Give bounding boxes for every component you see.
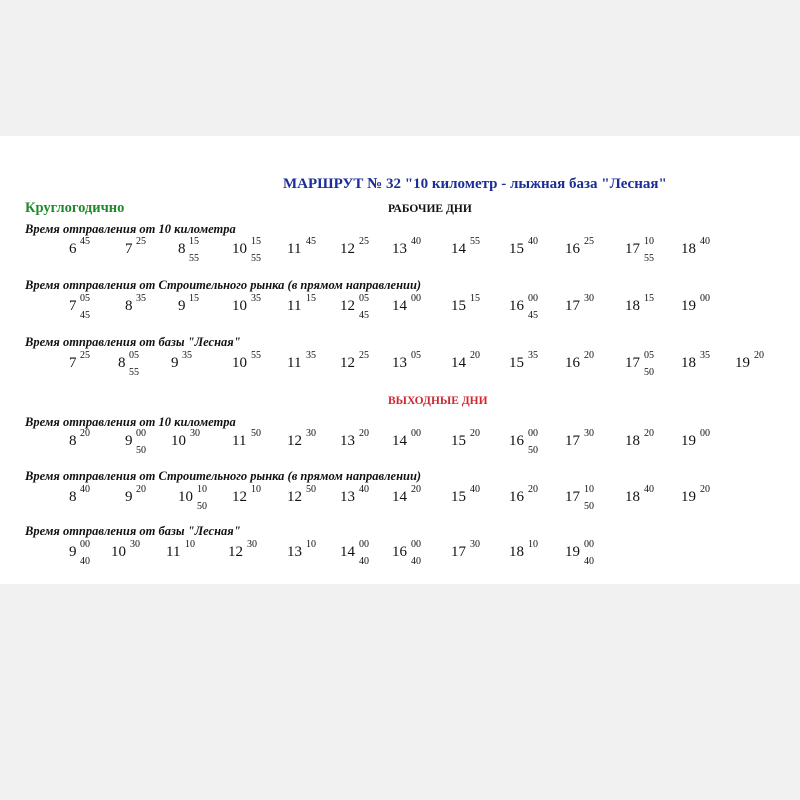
departure-minute: 40 xyxy=(584,556,594,567)
departure-hour: 8 xyxy=(69,433,77,449)
departure-minute: 45 xyxy=(80,236,90,247)
departure-minute: 25 xyxy=(359,350,369,361)
departure-minute: 40 xyxy=(359,484,369,495)
departure-hour: 18 xyxy=(681,355,696,371)
departure-minute: 20 xyxy=(359,428,369,439)
departure-hour: 10 xyxy=(171,433,186,449)
weekday-section-3-heading: Время отправления от базы "Лесная" xyxy=(25,335,241,349)
departure-minute: 40 xyxy=(80,556,90,567)
departure-minute: 15 xyxy=(644,293,654,304)
departure-minute: 05 xyxy=(80,293,90,304)
departure-hour: 8 xyxy=(118,355,126,371)
departure-hour: 18 xyxy=(625,433,640,449)
departure-hour: 15 xyxy=(451,433,466,449)
departure-minute: 20 xyxy=(644,428,654,439)
departure-hour: 9 xyxy=(125,433,133,449)
departure-hour: 16 xyxy=(509,298,524,314)
departure-hour: 14 xyxy=(451,241,466,257)
departure-minute: 00 xyxy=(700,293,710,304)
departure-minute: 45 xyxy=(306,236,316,247)
departure-hour: 17 xyxy=(625,241,640,257)
departure-hour: 14 xyxy=(392,489,407,505)
departure-minute: 00 xyxy=(700,428,710,439)
departure-minute: 35 xyxy=(306,350,316,361)
weekend-section-2-times xyxy=(0,484,800,520)
weekend-section-3-heading: Время отправления от базы "Лесная" xyxy=(25,524,241,538)
departure-hour: 10 xyxy=(232,298,247,314)
departure-minute: 20 xyxy=(754,350,764,361)
departure-minute: 50 xyxy=(197,501,207,512)
departure-minute: 20 xyxy=(700,484,710,495)
departure-minute: 40 xyxy=(411,556,421,567)
weekend-label: ВЫХОДНЫЕ ДНИ xyxy=(388,395,488,407)
departure-minute: 30 xyxy=(247,539,257,550)
departure-hour: 13 xyxy=(287,544,302,560)
departure-hour: 12 xyxy=(340,355,355,371)
departure-minute: 40 xyxy=(359,556,369,567)
departure-minute: 40 xyxy=(528,236,538,247)
departure-minute: 10 xyxy=(185,539,195,550)
departure-hour: 19 xyxy=(681,298,696,314)
departure-minute: 30 xyxy=(584,293,594,304)
departure-minute: 55 xyxy=(189,253,199,264)
schedule-card xyxy=(0,136,800,584)
departure-minute: 50 xyxy=(528,445,538,456)
departure-minute: 50 xyxy=(306,484,316,495)
departure-minute: 05 xyxy=(359,293,369,304)
departure-hour: 19 xyxy=(565,544,580,560)
departure-hour: 18 xyxy=(681,241,696,257)
departure-hour: 13 xyxy=(340,489,355,505)
departure-minute: 00 xyxy=(528,293,538,304)
departure-hour: 10 xyxy=(232,241,247,257)
departure-minute: 00 xyxy=(359,539,369,550)
weekday-section-1-heading: Время отправления от 10 километра xyxy=(25,222,236,236)
departure-minute: 25 xyxy=(136,236,146,247)
departure-minute: 00 xyxy=(528,428,538,439)
departure-minute: 00 xyxy=(136,428,146,439)
departure-minute: 45 xyxy=(528,310,538,321)
weekend-section-3-times xyxy=(0,539,800,575)
departure-hour: 17 xyxy=(565,298,580,314)
departure-minute: 20 xyxy=(584,350,594,361)
departure-hour: 7 xyxy=(125,241,133,257)
departure-minute: 00 xyxy=(411,539,421,550)
departure-minute: 30 xyxy=(306,428,316,439)
departure-minute: 30 xyxy=(584,428,594,439)
departure-minute: 05 xyxy=(411,350,421,361)
departure-minute: 15 xyxy=(189,236,199,247)
departure-minute: 20 xyxy=(470,428,480,439)
departure-hour: 9 xyxy=(125,489,133,505)
departure-hour: 19 xyxy=(681,433,696,449)
departure-minute: 00 xyxy=(584,539,594,550)
departure-hour: 8 xyxy=(69,489,77,505)
weekday-section-2-times xyxy=(0,293,800,329)
departure-minute: 10 xyxy=(251,484,261,495)
departure-minute: 10 xyxy=(197,484,207,495)
departure-hour: 17 xyxy=(565,433,580,449)
departure-hour: 17 xyxy=(565,489,580,505)
weekday-section-2-heading: Время отправления от Строительного рынка (в прямом направлении) xyxy=(25,278,422,292)
departure-hour: 14 xyxy=(340,544,355,560)
departure-minute: 25 xyxy=(80,350,90,361)
departure-minute: 20 xyxy=(80,428,90,439)
departure-hour: 12 xyxy=(287,489,302,505)
route-title: МАРШРУТ № 32 "10 километр - лыжная база "Лесная" xyxy=(283,176,667,192)
weekend-section-2-heading: Время отправления от Строительного рынка (в прямом направлении) xyxy=(25,469,422,483)
departure-hour: 10 xyxy=(178,489,193,505)
departure-hour: 9 xyxy=(178,298,186,314)
departure-hour: 12 xyxy=(340,298,355,314)
departure-minute: 50 xyxy=(251,428,261,439)
departure-minute: 30 xyxy=(190,428,200,439)
departure-hour: 14 xyxy=(451,355,466,371)
departure-minute: 40 xyxy=(470,484,480,495)
departure-hour: 15 xyxy=(509,355,524,371)
departure-minute: 15 xyxy=(189,293,199,304)
departure-minute: 40 xyxy=(644,484,654,495)
departure-minute: 50 xyxy=(584,501,594,512)
departure-minute: 55 xyxy=(644,253,654,264)
departure-minute: 35 xyxy=(251,293,261,304)
departure-minute: 10 xyxy=(584,484,594,495)
departure-hour: 13 xyxy=(340,433,355,449)
departure-minute: 35 xyxy=(182,350,192,361)
departure-hour: 15 xyxy=(451,298,466,314)
departure-hour: 16 xyxy=(509,433,524,449)
departure-minute: 10 xyxy=(644,236,654,247)
departure-hour: 14 xyxy=(392,433,407,449)
departure-hour: 18 xyxy=(625,298,640,314)
weekend-section-1-heading: Время отправления от 10 километра xyxy=(25,415,236,429)
departure-hour: 16 xyxy=(565,241,580,257)
departure-minute: 15 xyxy=(306,293,316,304)
departure-hour: 16 xyxy=(392,544,407,560)
departure-hour: 11 xyxy=(232,433,247,449)
departure-minute: 20 xyxy=(528,484,538,495)
departure-minute: 20 xyxy=(411,484,421,495)
departure-hour: 18 xyxy=(625,489,640,505)
departure-minute: 20 xyxy=(136,484,146,495)
departure-hour: 14 xyxy=(392,298,407,314)
weekend-section-1-times xyxy=(0,428,800,464)
departure-hour: 9 xyxy=(171,355,179,371)
departure-hour: 11 xyxy=(287,241,302,257)
departure-minute: 25 xyxy=(359,236,369,247)
weekday-label: РАБОЧИЕ ДНИ xyxy=(388,203,472,215)
departure-hour: 19 xyxy=(681,489,696,505)
departure-hour: 17 xyxy=(451,544,466,560)
departure-minute: 10 xyxy=(528,539,538,550)
departure-minute: 55 xyxy=(251,253,261,264)
departure-minute: 45 xyxy=(359,310,369,321)
departure-hour: 16 xyxy=(565,355,580,371)
departure-hour: 15 xyxy=(509,241,524,257)
departure-hour: 12 xyxy=(340,241,355,257)
departure-hour: 16 xyxy=(509,489,524,505)
departure-minute: 50 xyxy=(644,367,654,378)
departure-minute: 30 xyxy=(130,539,140,550)
weekday-section-3-times xyxy=(0,350,800,386)
departure-minute: 35 xyxy=(136,293,146,304)
departure-hour: 10 xyxy=(232,355,247,371)
departure-minute: 20 xyxy=(470,350,480,361)
departure-hour: 10 xyxy=(111,544,126,560)
departure-minute: 50 xyxy=(136,445,146,456)
departure-minute: 55 xyxy=(251,350,261,361)
departure-minute: 35 xyxy=(528,350,538,361)
departure-hour: 7 xyxy=(69,298,77,314)
departure-hour: 12 xyxy=(232,489,247,505)
weekday-section-1-times xyxy=(0,236,800,272)
departure-hour: 9 xyxy=(69,544,77,560)
departure-hour: 11 xyxy=(287,298,302,314)
departure-hour: 6 xyxy=(69,241,77,257)
departure-minute: 30 xyxy=(470,539,480,550)
departure-hour: 8 xyxy=(125,298,133,314)
departure-hour: 7 xyxy=(69,355,77,371)
departure-minute: 00 xyxy=(411,293,421,304)
departure-hour: 19 xyxy=(735,355,750,371)
departure-minute: 55 xyxy=(129,367,139,378)
departure-hour: 8 xyxy=(178,241,186,257)
departure-minute: 25 xyxy=(584,236,594,247)
departure-hour: 17 xyxy=(625,355,640,371)
departure-hour: 18 xyxy=(509,544,524,560)
departure-minute: 15 xyxy=(251,236,261,247)
departure-hour: 12 xyxy=(228,544,243,560)
departure-minute: 45 xyxy=(80,310,90,321)
departure-hour: 13 xyxy=(392,241,407,257)
departure-minute: 05 xyxy=(129,350,139,361)
departure-hour: 11 xyxy=(166,544,181,560)
departure-minute: 10 xyxy=(306,539,316,550)
departure-minute: 55 xyxy=(470,236,480,247)
departure-minute: 40 xyxy=(80,484,90,495)
season-label: Круглогодично xyxy=(25,200,125,216)
departure-hour: 11 xyxy=(287,355,302,371)
departure-hour: 13 xyxy=(392,355,407,371)
departure-hour: 15 xyxy=(451,489,466,505)
departure-minute: 05 xyxy=(644,350,654,361)
departure-minute: 15 xyxy=(470,293,480,304)
departure-minute: 35 xyxy=(700,350,710,361)
departure-hour: 12 xyxy=(287,433,302,449)
departure-minute: 40 xyxy=(700,236,710,247)
departure-minute: 00 xyxy=(411,428,421,439)
departure-minute: 00 xyxy=(80,539,90,550)
departure-minute: 40 xyxy=(411,236,421,247)
